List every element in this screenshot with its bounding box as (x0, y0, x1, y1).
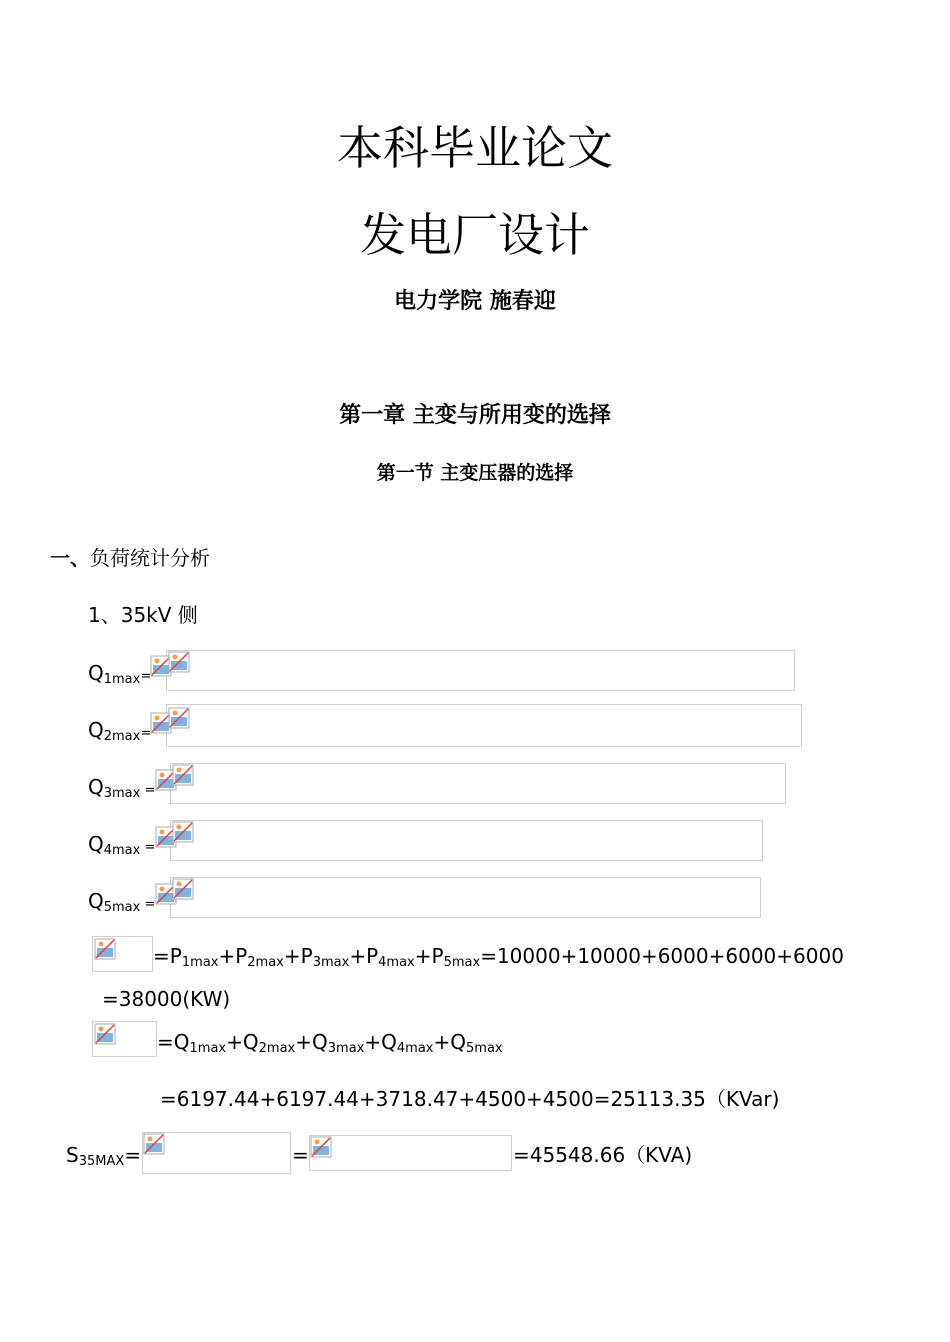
broken-image-icon (172, 821, 194, 843)
q1-label: $Q_{1max}=$ (88, 661, 152, 687)
broken-image-icon (310, 1136, 332, 1158)
q3-formula-image (170, 763, 786, 804)
subheading-35kv: 1、35kV 侧 (88, 603, 198, 627)
s35-equals: = (292, 1143, 309, 1167)
broken-image-icon (94, 938, 116, 960)
broken-image-icon (172, 878, 194, 900)
broken-image-icon (168, 707, 190, 729)
q2-formula-image (166, 704, 802, 747)
s35-result: =45548.66（KVA) (513, 1143, 693, 1167)
q5-formula-image (170, 877, 761, 918)
heading-text: 负荷统计分析 (90, 546, 210, 570)
q1-formula-image (166, 650, 795, 691)
broken-image-icon (168, 651, 190, 673)
s35-label: $S_{35MAX}=$ (66, 1143, 142, 1169)
q3-label: $Q_{3max}$ = (88, 775, 156, 801)
author-line: 电力学院 施春迎 (394, 289, 556, 314)
section-heading: 第一节 主变压器的选择 (376, 462, 574, 484)
p-sum-result: =38000(KW) (102, 987, 231, 1011)
s35-formula-image-2 (309, 1135, 512, 1171)
q4-label: $Q_{4max}$ = (88, 832, 156, 858)
broken-image-icon (172, 764, 194, 786)
q-sum-formula: $=Q_{1max}+Q_{2max}+Q_{3max}+Q_{4max}+Q_{5max}$ (157, 1030, 503, 1056)
heading-number: 一、 (50, 546, 90, 570)
chapter-heading: 第一章 主变与所用变的选择 (339, 403, 611, 428)
document-subtitle: 发电厂设计 (360, 208, 590, 262)
q2-label: $Q_{2max}=$ (88, 718, 152, 744)
q5-label: $Q_{5max}$ = (88, 889, 156, 915)
q4-formula-image (170, 820, 763, 861)
broken-image-icon (94, 1023, 116, 1045)
q-sum-result: =6197.44+6197.44+3718.47+4500+4500=25113.35（KVar) (160, 1087, 780, 1111)
document-title: 本科毕业论文 (337, 121, 613, 175)
p-sum-formula: $=P_{1max}+P_{2max}+P_{3max}+P_{4max}+P_{5max}=10000+10000+6000+6000+6000$ (153, 944, 844, 970)
heading-load-analysis (50, 544, 210, 572)
broken-image-icon (143, 1133, 165, 1155)
